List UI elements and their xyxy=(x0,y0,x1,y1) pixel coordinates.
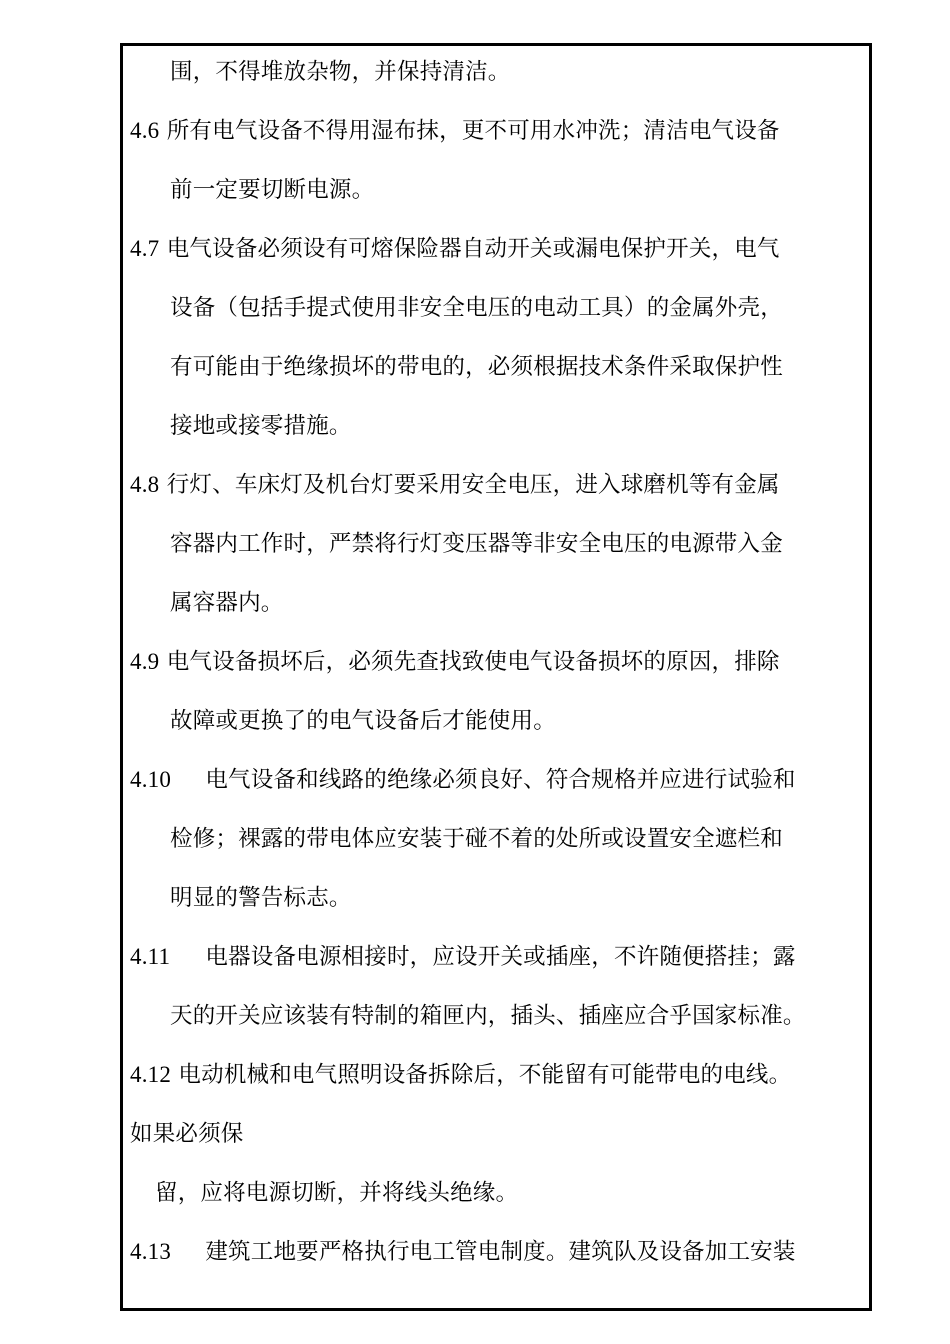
line-text: 围，不得堆放杂物，并保持清洁。 xyxy=(170,59,511,85)
line-text: 设备（包括手提式使用非安全电压的电动工具）的金属外壳， xyxy=(170,295,783,321)
line-text: 天的开关应该装有特制的箱匣内，插头、插座应合乎国家标准。 xyxy=(170,1003,806,1029)
clause-4-12 xyxy=(130,1060,791,1090)
clause-number: 4.10 xyxy=(130,767,172,792)
line-text: 行灯、车床灯及机台灯要采用安全电压，进入球磨机等有金属 xyxy=(166,472,780,498)
text-line xyxy=(170,175,374,205)
line-text: 所有电气设备不得用湿布抹，更不可用水冲洗；清洁电气设备 xyxy=(166,118,780,144)
line-text: 有可能由于绝缘损坏的带电的，必须根据技术条件采取保护性 xyxy=(170,354,783,380)
clause-number: 4.6 xyxy=(130,118,160,143)
line-text: 检修；裸露的带电体应安装于碰不着的处所或设置安全遮栏和 xyxy=(170,826,783,852)
clause-4-6 xyxy=(130,116,780,146)
clause-number: 4.9 xyxy=(130,649,160,674)
line-text: 接地或接零措施。 xyxy=(170,413,352,439)
text-line xyxy=(130,1119,244,1149)
text-line xyxy=(170,706,556,736)
clause-number: 4.8 xyxy=(130,472,160,497)
line-text: 电动机械和电气照明设备拆除后，不能留有可能带电的电线。 xyxy=(178,1062,792,1088)
text-line xyxy=(155,1178,518,1208)
line-text: 故障或更换了的电气设备后才能使用。 xyxy=(170,708,556,734)
line-text: 电器设备电源相接时，应设开关或插座，不许随便搭挂；露 xyxy=(205,944,796,970)
clause-4-13 xyxy=(130,1237,796,1267)
line-text: 建筑工地要严格执行电工管电制度。建筑队及设备加工安装 xyxy=(205,1239,796,1265)
clause-4-11 xyxy=(130,942,796,972)
text-line xyxy=(170,411,352,441)
line-text: 明显的警告标志。 xyxy=(170,885,352,911)
clause-4-8 xyxy=(130,470,780,500)
clause-number: 4.11 xyxy=(130,944,171,969)
clause-number: 4.13 xyxy=(130,1239,172,1264)
clause-4-9 xyxy=(130,647,780,677)
text-line xyxy=(170,1001,806,1031)
clause-4-7 xyxy=(130,234,780,264)
clause-4-10 xyxy=(130,765,796,795)
text-line xyxy=(170,57,511,87)
clause-number: 4.12 xyxy=(130,1062,172,1087)
line-text: 前一定要切断电源。 xyxy=(170,177,375,203)
text-line xyxy=(170,824,783,854)
text-line xyxy=(170,529,783,559)
clause-number: 4.7 xyxy=(130,236,160,261)
line-text: 电气设备和线路的绝缘必须良好、符合规格并应进行试验和 xyxy=(205,767,796,793)
line-text: 如果必须保 xyxy=(130,1121,244,1147)
text-line xyxy=(170,883,352,913)
line-text: 电气设备必须设有可熔保险器自动开关或漏电保护开关，电气 xyxy=(166,236,780,262)
line-text: 容器内工作时，严禁将行灯变压器等非安全电压的电源带入金 xyxy=(170,531,783,557)
text-line xyxy=(170,588,284,618)
line-text: 电气设备损坏后，必须先查找致使电气设备损坏的原因，排除 xyxy=(166,649,780,675)
text-line xyxy=(170,352,783,382)
text-line xyxy=(170,293,783,323)
line-text: 属容器内。 xyxy=(170,590,284,616)
line-text: 留，应将电源切断，并将线头绝缘。 xyxy=(155,1180,519,1206)
